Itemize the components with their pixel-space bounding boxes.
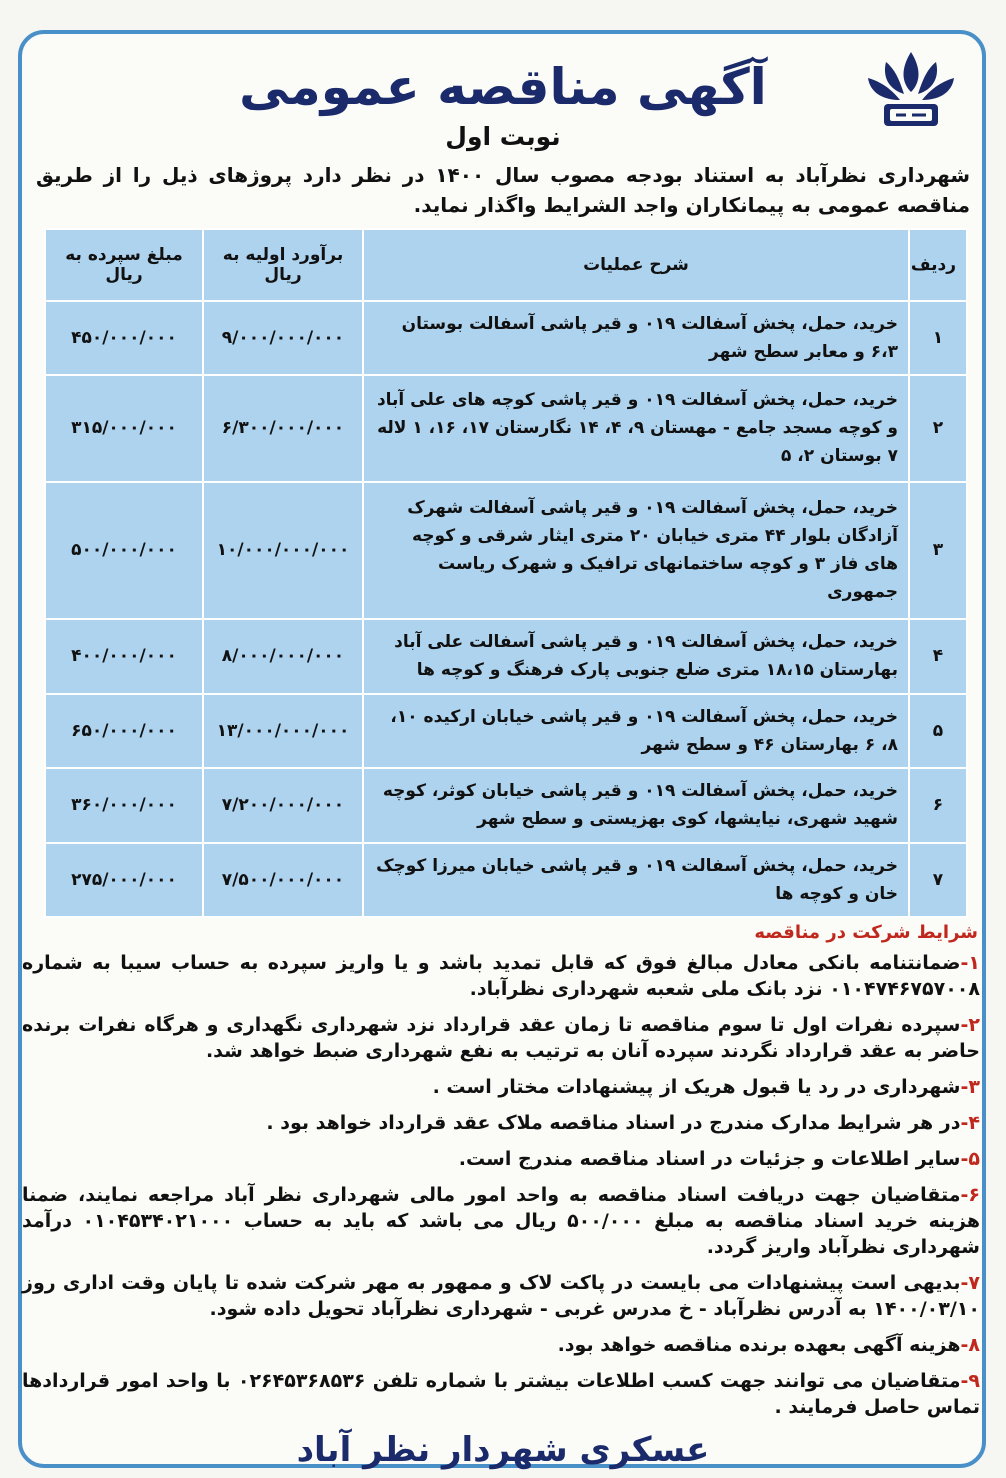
table-header-row <box>45 229 967 301</box>
table-row <box>45 843 967 918</box>
condition-number: ۵- <box>960 1148 980 1170</box>
operations-table <box>44 228 968 918</box>
condition-text: متقاضیان می توانند جهت کسب اطلاعات بیشتر با شماره تلفن ۰۲۶۴۵۳۶۸۵۳۶ با واحد امور قراردادها تماس حاصل فرمایند . <box>22 1370 980 1418</box>
header-row-number: ردیف <box>909 229 967 301</box>
row-number: ۲ <box>909 375 967 481</box>
condition-number: ۹- <box>960 1370 980 1392</box>
row-estimate: ۷/۵۰۰/۰۰۰/۰۰۰ <box>203 843 363 918</box>
condition-number: ۲- <box>960 1014 980 1036</box>
row-deposit: ۴۰۰/۰۰۰/۰۰۰ <box>45 619 203 693</box>
conditions-title: شرایط شرکت در مناقصه <box>754 922 978 943</box>
table-row <box>45 694 967 768</box>
header-deposit: مبلغ سپرده به ریال <box>45 229 203 301</box>
row-estimate: ۶/۳۰۰/۰۰۰/۰۰۰ <box>203 375 363 481</box>
row-description: خرید، حمل، پخش آسفالت ۰۱۹ و قیر پاشی خیابان میرزا کوچک خان و کوچه ها <box>363 843 909 918</box>
row-description: خرید، حمل، پخش آسفالت ۰۱۹ و قیر پاشی آسفالت بوستان ۶،۳ و معابر سطح شهر <box>363 301 909 375</box>
table-row <box>45 375 967 481</box>
conditions-list <box>22 950 980 1430</box>
page-title: آگهی مناقصه عمومی <box>239 58 767 116</box>
table-row <box>45 482 967 620</box>
condition-text: شهرداری در رد یا قبول هریک از پیشنهادات مختار است . <box>432 1076 961 1098</box>
mayor-signature: عسکری شهردار نظر آباد <box>296 1430 710 1470</box>
condition-number: ۱- <box>960 952 980 974</box>
row-number: ۶ <box>909 768 967 842</box>
condition-item <box>22 1074 980 1100</box>
row-estimate: ۷/۲۰۰/۰۰۰/۰۰۰ <box>203 768 363 842</box>
condition-text: بدیهی است پیشنهادات می بایست در پاکت لاک و ممهور به مهر شرکت شده تا پایان وقت اداری روز ۱۴۰۰/۰۳/۱۰ به آدرس نظرآباد - خ مدرس غربی - شهرداری نظرآباد تحویل داده شود. <box>22 1272 980 1320</box>
row-description: خرید، حمل، پخش آسفالت ۰۱۹ و قیر پاشی خیابان ارکیده ۱۰، ۸، ۶ بهارستان ۴۶ و سطح شهر <box>363 694 909 768</box>
row-number: ۱ <box>909 301 967 375</box>
intro-paragraph: شهرداری نظرآباد به استناد بودجه مصوب سال ۱۴۰۰ در نظر دارد پروژهای ذیل را از طریق مناقصه عمومی به پیمانکاران واجد الشرایط واگذار نماید. <box>36 163 971 217</box>
condition-number: ۶- <box>960 1184 980 1206</box>
condition-number: ۴- <box>960 1112 980 1134</box>
row-deposit: ۶۵۰/۰۰۰/۰۰۰ <box>45 694 203 768</box>
condition-number: ۸- <box>960 1334 980 1356</box>
condition-text: سایر اطلاعات و جزئیات در اسناد مناقصه مندرج است. <box>458 1148 961 1170</box>
row-estimate: ۱۰/۰۰۰/۰۰۰/۰۰۰ <box>203 482 363 620</box>
header-description: شرح عملیات <box>363 229 909 301</box>
row-description: خرید، حمل، پخش آسفالت ۰۱۹ و قیر پاشی آسفالت شهرک آزادگان بلوار ۴۴ متری خیابان ۲۰ متری ایثار شرقی و کوچه های فاز ۳ و کوچه ساختمانهای ترافیک و شهرک ریاست جمهوری <box>363 482 909 620</box>
row-deposit: ۳۶۰/۰۰۰/۰۰۰ <box>45 768 203 842</box>
row-description: خرید، حمل، پخش آسفالت ۰۱۹ و قیر پاشی آسفالت علی آباد بهارستان ۱۸،۱۵ متری ضلع جنوبی پارک فرهنگ و کوچه ها <box>363 619 909 693</box>
row-number: ۴ <box>909 619 967 693</box>
table-row <box>45 619 967 693</box>
row-description: خرید، حمل، پخش آسفالت ۰۱۹ و قیر پاشی خیابان کوثر، کوچه شهید شهری، نیایشها، کوی بهزیستی و سطح شهر <box>363 768 909 842</box>
row-deposit: ۴۵۰/۰۰۰/۰۰۰ <box>45 301 203 375</box>
row-estimate: ۸/۰۰۰/۰۰۰/۰۰۰ <box>203 619 363 693</box>
condition-item <box>22 950 980 1002</box>
row-number: ۳ <box>909 482 967 620</box>
notice-round: نوبت اول <box>445 122 561 151</box>
condition-text: ضمانتنامه بانکی معادل مبالغ فوق که قابل تمدید باشد و یا واریز سپرده به حساب سیبا به شماره ۰۱۰۴۷۴۶۷۵۷۰۰۸ نزد بانک ملی شعبه شهرداری نظرآباد. <box>22 952 980 1000</box>
row-deposit: ۳۱۵/۰۰۰/۰۰۰ <box>45 375 203 481</box>
condition-item <box>22 1012 980 1064</box>
condition-text: در هر شرایط مدارک مندرج در اسناد مناقصه ملاک عقد قرارداد خواهد بود . <box>266 1112 961 1134</box>
row-estimate: ۹/۰۰۰/۰۰۰/۰۰۰ <box>203 301 363 375</box>
condition-item <box>22 1332 980 1358</box>
condition-number: ۷- <box>960 1272 980 1294</box>
row-description: خرید، حمل، پخش آسفالت ۰۱۹ و قیر پاشی کوچه های علی آباد و کوچه مسجد جامع - مهستان ۹، ۴، ۱۴ نگارستان ۱۷، ۱۶، ۱ لاله ۷ بوستان ۲، ۵ <box>363 375 909 481</box>
condition-text: سپرده نفرات اول تا سوم مناقصه تا زمان عقد قرارداد نزد شهرداری نگهداری و هرگاه نفرات برنده حاضر به عقد قرارداد نگردند سپرده آنان به ترتیب به نفع شهرداری ضبط خواهد شد. <box>22 1014 980 1062</box>
row-estimate: ۱۳/۰۰۰/۰۰۰/۰۰۰ <box>203 694 363 768</box>
condition-text: متقاضیان جهت دریافت اسناد مناقصه به واحد امور مالی شهرداری نظر آباد مراجعه نمایند، ضمنا هزینه خرید اسناد مناقصه به مبلغ ۵۰۰/۰۰۰ ریال می باشد که باید به حساب ۰۱۰۴۵۳۴۰۲۱۰۰۰ درآمد شهرداری نظرآباد واریز گردد. <box>22 1184 980 1258</box>
row-number: ۷ <box>909 843 967 918</box>
condition-item <box>22 1110 980 1136</box>
header-estimate: برآورد اولیه به ریال <box>203 229 363 301</box>
row-deposit: ۵۰۰/۰۰۰/۰۰۰ <box>45 482 203 620</box>
condition-item <box>22 1182 980 1260</box>
table-row <box>45 768 967 842</box>
row-number: ۵ <box>909 694 967 768</box>
condition-item <box>22 1270 980 1322</box>
condition-item <box>22 1368 980 1420</box>
condition-text: هزینه آگهی بعهده برنده مناقصه خواهد بود. <box>557 1334 961 1356</box>
condition-item <box>22 1146 980 1172</box>
table-row <box>45 301 967 375</box>
row-deposit: ۲۷۵/۰۰۰/۰۰۰ <box>45 843 203 918</box>
condition-number: ۳- <box>960 1076 980 1098</box>
